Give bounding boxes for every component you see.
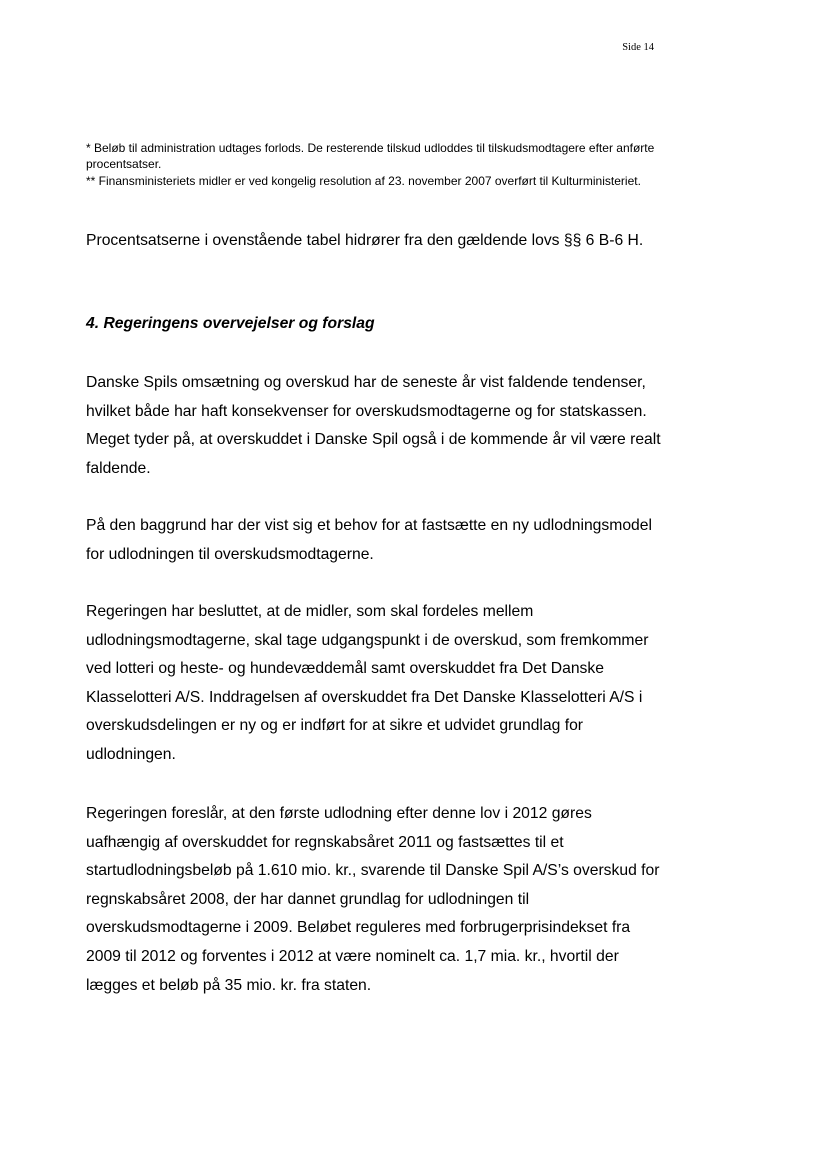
paragraph-3-block	[86, 598, 661, 770]
paragraph: Regeringen foreslår, at den første udlodning efter denne lov i 2012 gøres uafhængig af overskuddet for regnskabsåret 2011 og fastsættes til et startudlodningsbeløb på 1.610 mio. kr., svarende til Danske Spil A/S’s overskud for regnskabsåret 2008, der har dannet grundlag for udlodningen til overskudsmodtagerne i 2009. Beløbet reguleres med forbrugerprisindekset fra 2009 til 2012 og forventes i 2012 at være nominelt ca. 1,7 mia. kr., hvortil der lægges et beløb på 35 mio. kr. fra staten.	[86, 805, 660, 994]
paragraph: Regeringen har besluttet, at de midler, som skal fordeles mellem udlodningsmodtagerne, skal tage udgangspunkt i de overskud, som fremkommer ved lotteri og heste- og hundevæddemål samt overskuddet fra Det Danske Klasselotteri A/S. Inddragelsen af overskuddet fra Det Danske Klasselotteri A/S i overskudsdelingen er ny og er indført for at sikre et udvidet grundlag for udlodningen.	[86, 603, 649, 763]
footnote-double-asterisk: ** Finansministeriets midler er ved kongelig resolution af 23. november 2007 overført til Kulturministeriet.	[86, 173, 641, 188]
paragraph: Danske Spils omsætning og overskud har de seneste år vist faldende tendenser, hvilket både har haft konsekvenser for overskudsmodtagerne og for statskassen. Meget tyder på, at overskuddet i Danske Spil også i de kommende år vil være realt faldende.	[86, 374, 661, 477]
page-number: Side 14	[622, 42, 654, 53]
paragraph-2-block	[86, 512, 661, 569]
section-heading: 4. Regeringens overvejelser og forslag	[86, 315, 375, 332]
intro-paragraph-block	[86, 227, 661, 256]
paragraph: På den baggrund har der vist sig et behov for at fastsætte en ny udlodningsmodel for udlodningen til overskudsmodtagerne.	[86, 517, 652, 563]
footnotes	[86, 140, 686, 189]
footnote-single-asterisk: * Beløb til administration udtages forlods. De resterende tilskud udloddes til tilskudsmodtagere efter anførte procentsatser.	[86, 141, 655, 172]
intro-paragraph: Procentsatserne i ovenstående tabel hidrører fra den gældende lovs §§ 6 B-6 H.	[86, 232, 644, 249]
paragraph-4-block	[86, 800, 661, 1000]
paragraph-1-block	[86, 369, 661, 483]
